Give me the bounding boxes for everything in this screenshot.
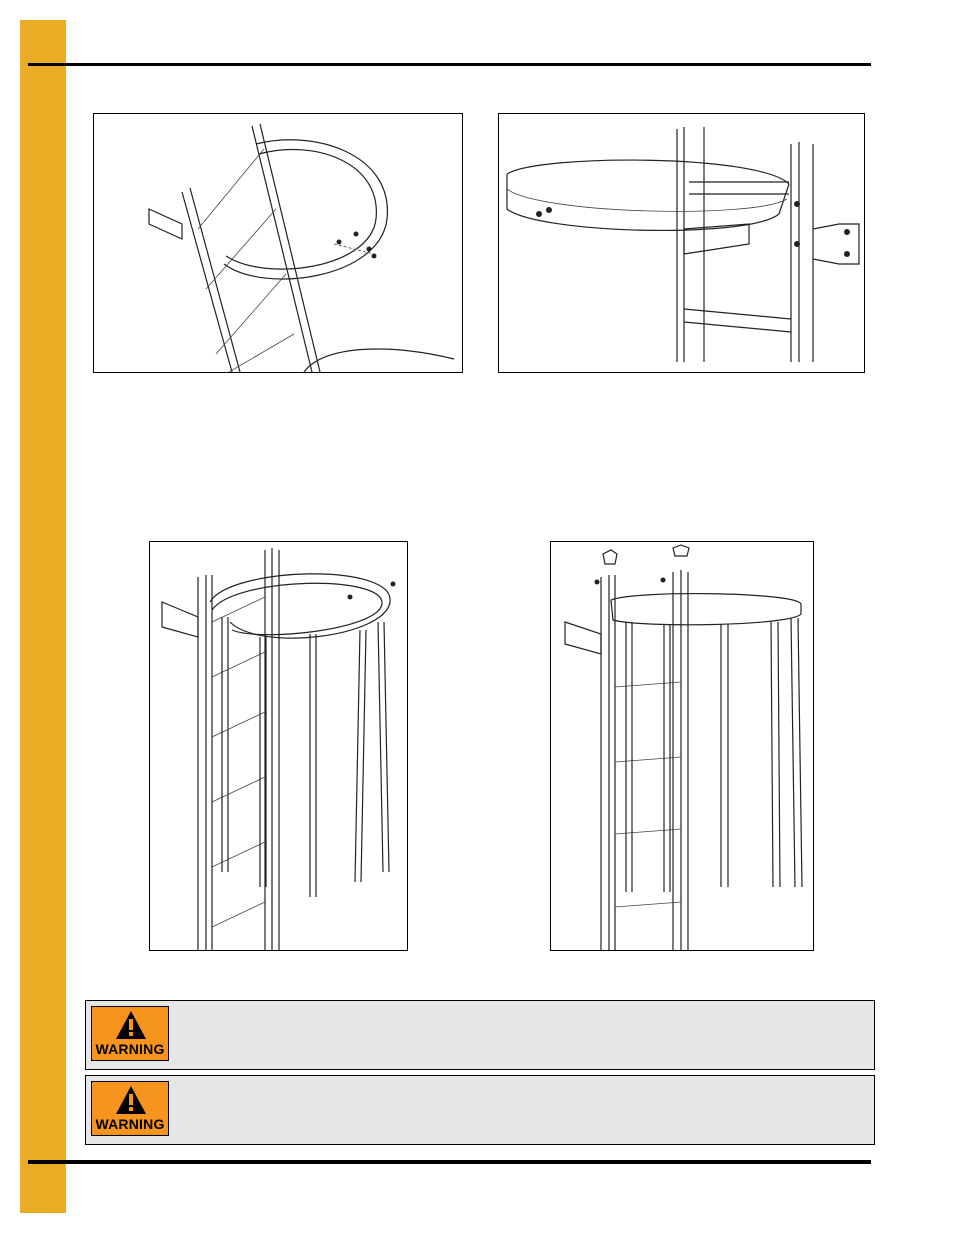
- ladder-cage-illustration: [150, 542, 407, 950]
- exclamation-triangle-icon: [115, 1010, 147, 1040]
- header-rule: [28, 63, 871, 66]
- warning-label: WARNING: [95, 1116, 165, 1132]
- footer-rule: [28, 1160, 871, 1164]
- exclamation-triangle-icon: [115, 1085, 147, 1115]
- warning-sign: [91, 1081, 169, 1136]
- hoop-bolt-illustration: [499, 114, 864, 372]
- warning-panel-1: [85, 1000, 875, 1070]
- figure-hoop-angled: [93, 113, 463, 373]
- figure-cage-bars: [149, 541, 408, 951]
- warning-panel-2: [85, 1075, 875, 1145]
- figure-cage-with-caps: [550, 541, 814, 951]
- warning-sign: [91, 1006, 169, 1061]
- figure-hoop-closeup: [498, 113, 865, 373]
- side-accent-bar: [20, 20, 66, 1213]
- ladder-cage-caps-illustration: [551, 542, 813, 950]
- warning-label: WARNING: [95, 1041, 165, 1057]
- ladder-hoop-illustration: [94, 114, 462, 372]
